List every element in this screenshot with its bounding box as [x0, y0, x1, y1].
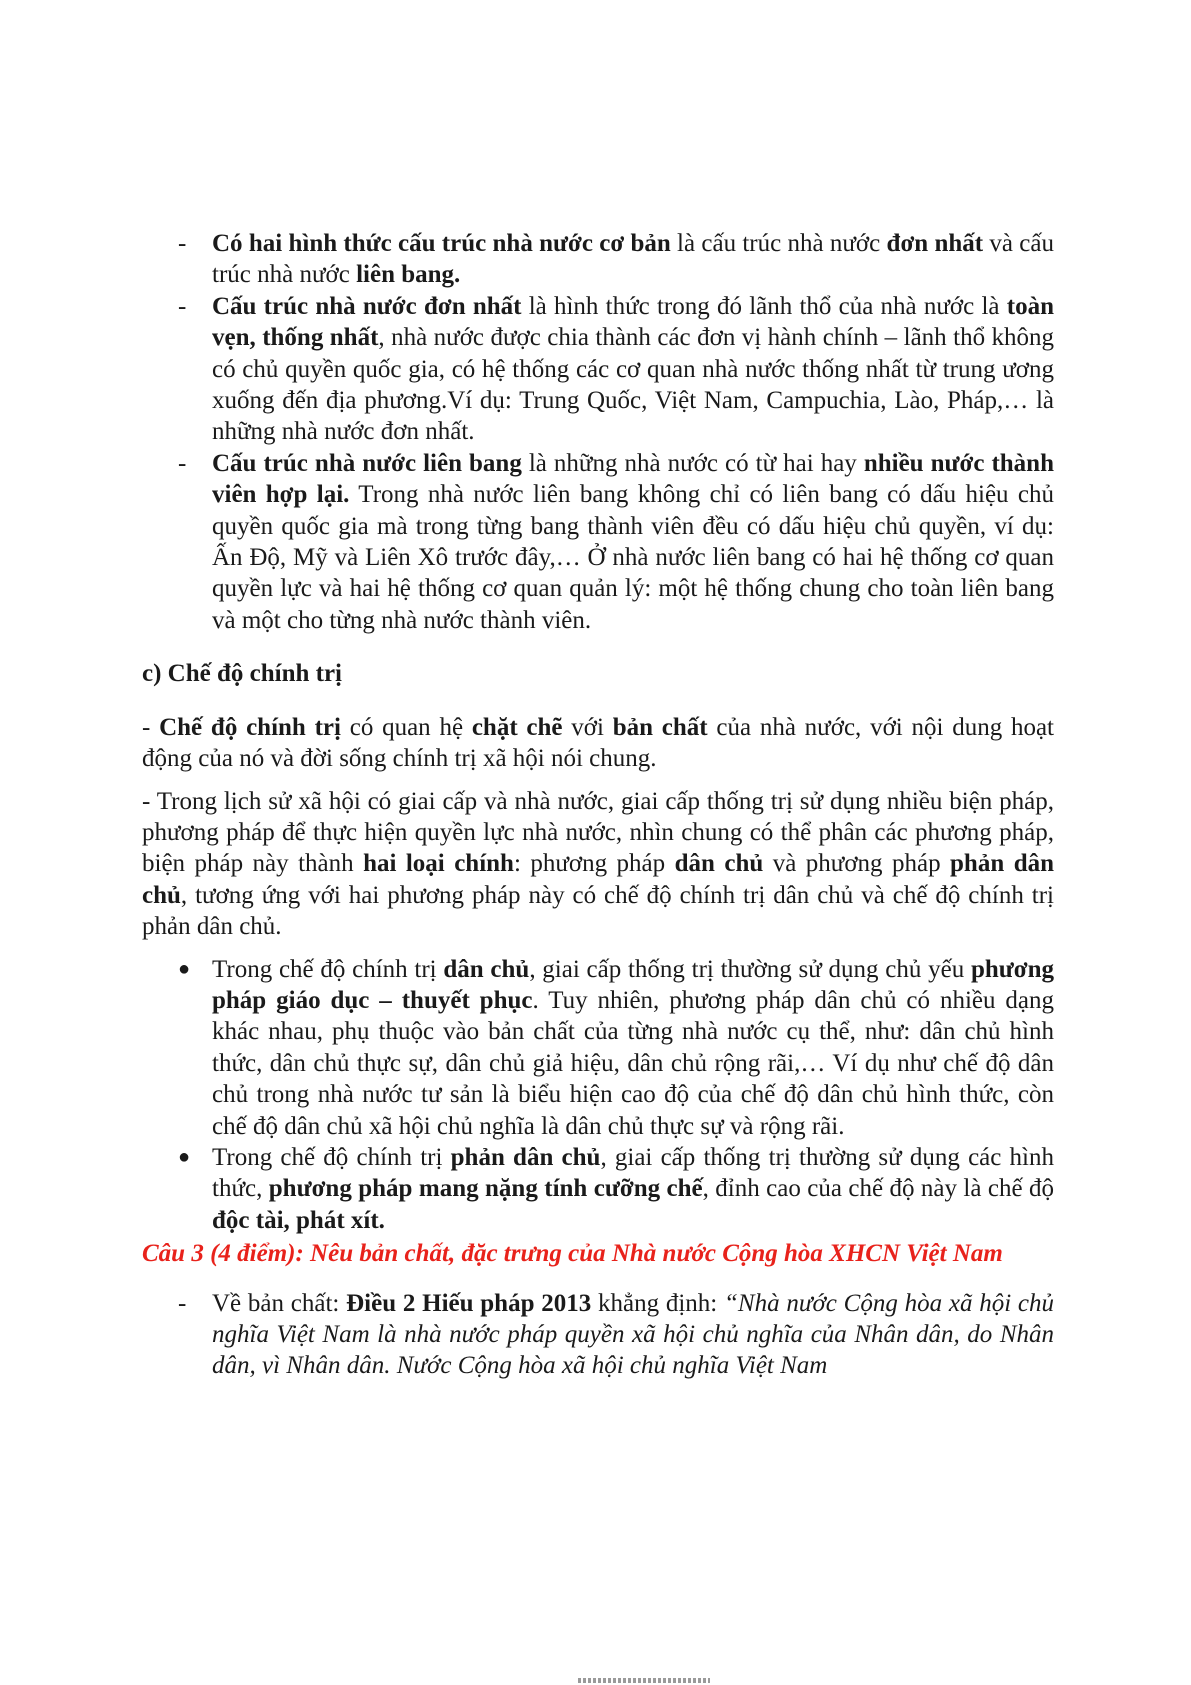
paragraph: - Trong lịch sử xã hội có giai cấp và nhà nước, giai cấp thống trị sử dụng nhiều biện pháp, phương pháp để thực hiện quyền lực nhà nước, nhìn chung có thể phân các phương pháp, biện pháp này thành hai loại chính: phương pháp dân chủ và phương pháp phản dân chủ, tương ứng với hai phương pháp này có chế độ chính trị dân chủ và chế độ chính trị phản dân chủ. [142, 787, 1054, 941]
bullet-marker: ● [178, 1145, 191, 1168]
dash-marker: - [178, 292, 187, 320]
section-heading-political-regime: c) Chế độ chính trị [142, 660, 342, 688]
list-item: - Cấu trúc nhà nước liên bang là những nhà nước có từ hai hay nhiều nước thành viên hợp lại. Trong nhà nước liên bang không chỉ có liên bang có dấu hiệu chủ quyền quốc gia mà trong từng bang thành viên đều có dấu hiệu chủ quyền, ví dụ: Ấn Độ, Mỹ và Liên Xô trước đây,… Ở nhà nước liên bang có hai hệ thống cơ quan quyền lực và hai hệ thống cơ quan quản lý: một hệ thống chung cho toàn liên bang và một cho từng nhà nước thành viên. [178, 449, 1054, 634]
regime-bullet-list [142, 954, 1054, 1237]
list-item: ● Trong chế độ chính trị dân chủ, giai cấp thống trị thường sử dụng chủ yếu phương pháp giáo dục – thuyết phục. Tuy nhiên, phương pháp dân chủ có nhiều dạng khác nhau, phụ thuộc vào bản chất của từng nhà nước cụ thể, như: dân chủ hình thức, dân chủ thực sự, dân chủ giả hiệu, dân chủ rộng rãi,… Ví dụ như chế độ dân chủ trong nhà nước tư sản là biểu hiện cao độ của chế độ dân chủ hình thức, còn chế độ dân chủ xã hội chủ nghĩa là dân chủ thực sự và rộng rãi. [178, 955, 1055, 1140]
list-item: ● Trong chế độ chính trị phản dân chủ, giai cấp thống trị thường sử dụng các hình thức, phương pháp mang nặng tính cưỡng chế, đỉnh cao của chế độ này là chế độ độc tài, phát xít. [178, 1143, 1055, 1234]
bullet-marker: ● [178, 957, 191, 980]
dash-marker: - [178, 1289, 187, 1317]
list-item: - Có hai hình thức cấu trúc nhà nước cơ bản là cấu trúc nhà nước đơn nhất và cấu trúc nhà nước liên bang. [178, 230, 1054, 289]
paragraph: - Chế độ chính trị có quan hệ chặt chẽ với bản chất của nhà nước, với nội dung hoạt động của nó và đời sống chính trị xã hội nói chung. [142, 713, 1055, 773]
question-3-heading: Câu 3 (4 điểm): Nêu bản chất, đặc trưng của Nhà nước Cộng hòa XHCN Việt Nam [142, 1240, 1003, 1268]
page-edge-mark [578, 1678, 710, 1683]
list-item: - Cấu trúc nhà nước đơn nhất là hình thức trong đó lãnh thổ của nhà nước là toàn vẹn, thống nhất, nhà nước được chia thành các đơn vị hành chính – lãnh thổ không có chủ quyền quốc gia, có hệ thống các cơ quan nhà nước thống nhất từ trung ương xuống đến địa phương.Ví dụ: Trung Quốc, Việt Nam, Campuchia, Lào, Pháp,… là những nhà nước đơn nhất. [178, 292, 1055, 446]
list-item: - Về bản chất: Điều 2 Hiếu pháp 2013 khẳng định: “Nhà nước Cộng hòa xã hội chủ nghĩa Việt Nam là nhà nước pháp quyền xã hội chủ nghĩa của Nhân dân, do Nhân dân, vì Nhân dân. Nước Cộng hòa xã hội chủ nghĩa Việt Nam [178, 1289, 1054, 1380]
page-content [142, 228, 1054, 1382]
structure-forms-list [142, 228, 1054, 636]
nature-list [142, 1288, 1054, 1382]
dash-marker: - [178, 230, 187, 257]
dash-marker: - [178, 449, 187, 477]
